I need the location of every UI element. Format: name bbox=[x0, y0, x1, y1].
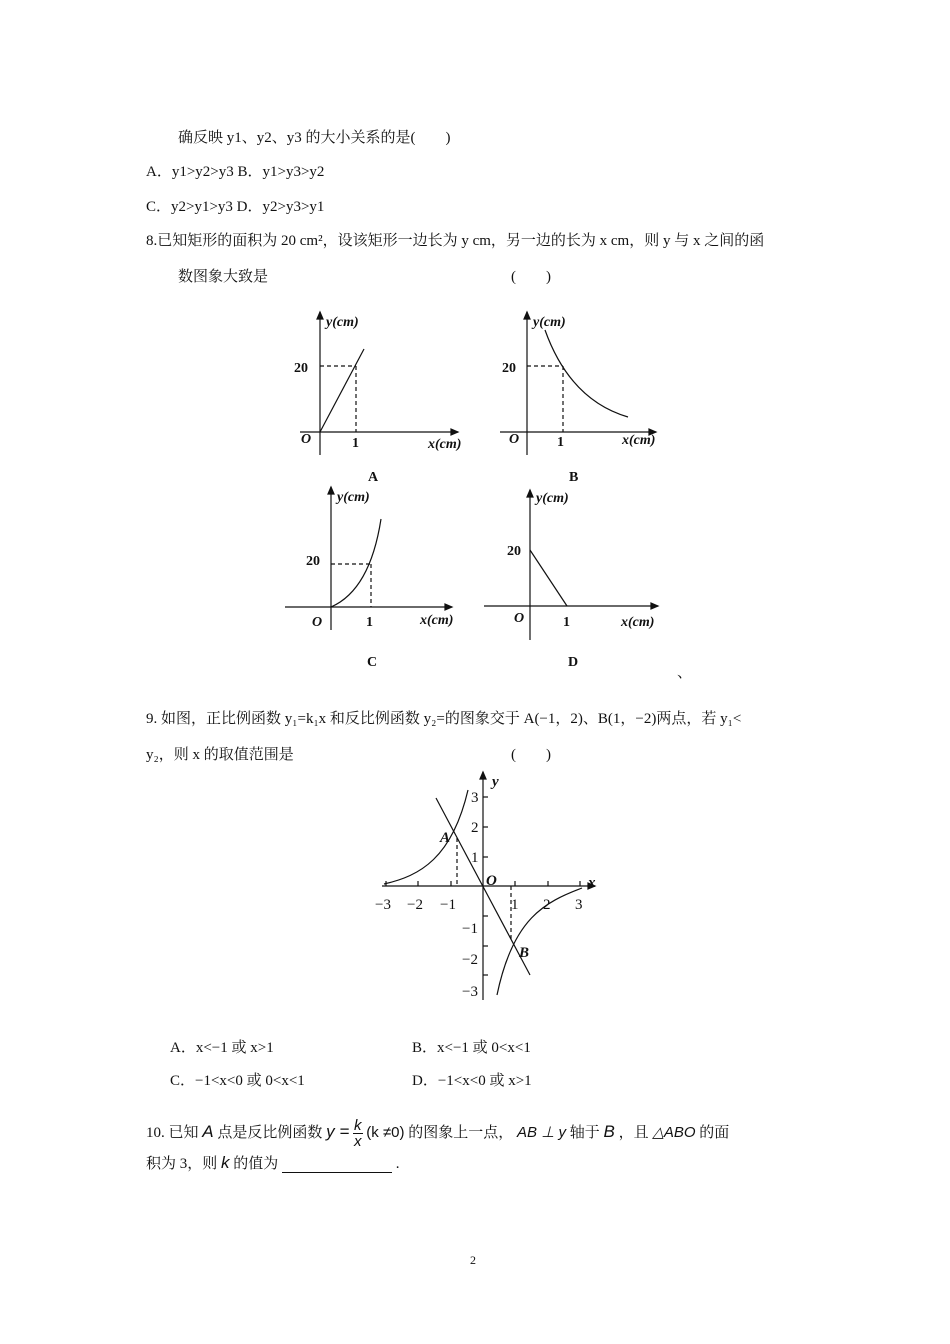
q9-option-d: D．−1<x<0 或 x>1 bbox=[412, 1073, 532, 1089]
q10-mid1: 点是反比例函数 bbox=[217, 1124, 323, 1141]
graph-b-ylabel: y(cm) bbox=[533, 315, 566, 330]
q10-frac-num: k bbox=[354, 1117, 362, 1134]
q10-mid2: 的图象上一点， bbox=[408, 1124, 514, 1141]
q10-line1 bbox=[146, 1118, 729, 1149]
q10-end: . bbox=[395, 1156, 400, 1172]
q10-prefix: 10. 已知 bbox=[146, 1124, 199, 1141]
q10-frac-den: x bbox=[354, 1133, 362, 1150]
q9-ytick-1: 1 bbox=[471, 850, 479, 866]
graph-c-ylabel: y(cm) bbox=[337, 490, 370, 505]
graph-b-xmark: 1 bbox=[557, 435, 564, 450]
q7-stem-continuation: 确反映 y1、y2、y3 的大小关系的是( ) bbox=[178, 130, 451, 146]
q9-ytick-2: 2 bbox=[471, 820, 479, 836]
q9-option-a: A．x<−1 或 x>1 bbox=[170, 1040, 274, 1056]
graph-c-xlabel: x(cm) bbox=[420, 613, 454, 628]
graph-d-xlabel: x(cm) bbox=[621, 615, 655, 630]
graph-d-xmark: 1 bbox=[563, 615, 570, 630]
graph-b-origin: O bbox=[509, 432, 520, 447]
q9-xtick-1: 1 bbox=[511, 897, 519, 913]
q9-point-a-label: A bbox=[440, 830, 451, 846]
q8-answer-paren: ( ) bbox=[511, 269, 551, 285]
q9-y-arrow bbox=[480, 772, 486, 779]
page-number: 2 bbox=[470, 1253, 476, 1267]
q7-options-cd: C．y2>y1>y3 D．y2>y3>y1 bbox=[146, 199, 325, 215]
graph-c-caption: C bbox=[367, 655, 378, 670]
q9-ytick-3: 3 bbox=[471, 790, 479, 806]
graph-c-origin: O bbox=[312, 615, 323, 630]
graph-d-origin: O bbox=[514, 611, 525, 626]
q9-point-b-label: B bbox=[519, 945, 530, 961]
graph-b-xlabel: x(cm) bbox=[622, 433, 656, 448]
graph-d-caption: D bbox=[568, 655, 579, 670]
stray-mark: 、 bbox=[677, 665, 693, 681]
graph-a-caption: A bbox=[368, 470, 379, 485]
q10-line2 bbox=[146, 1154, 400, 1173]
q10-perp: AB ⊥ y bbox=[517, 1123, 566, 1141]
q7-options-ab: A．y1>y2>y3 B．y1>y3>y2 bbox=[146, 164, 325, 180]
q9-xtick-3: 3 bbox=[575, 897, 583, 913]
q9-xtick-m2: −2 bbox=[407, 897, 423, 913]
q10-mid5: 的面 bbox=[699, 1124, 730, 1141]
q10-k: k bbox=[221, 1153, 230, 1172]
graph-b-ymark: 20 bbox=[502, 361, 516, 376]
graph-a-xmark: 1 bbox=[352, 436, 359, 451]
q10-fraction bbox=[353, 1118, 363, 1149]
q10-line2-b: 的值为 bbox=[233, 1156, 279, 1172]
q10-y-eq: y = bbox=[326, 1121, 350, 1141]
q9-ylabel: y bbox=[492, 774, 499, 790]
q9-hyperbola-left bbox=[384, 790, 468, 884]
q9-xlabel: x bbox=[588, 875, 596, 891]
q10-point-a: A bbox=[202, 1121, 214, 1141]
graph-d-ymark: 20 bbox=[507, 544, 521, 559]
q9-answer-paren: ( ) bbox=[511, 747, 551, 763]
graph-b-caption: B bbox=[569, 470, 579, 485]
q9-stem-line2: y₂，则 x 的取值范围是 bbox=[146, 747, 294, 763]
graph-a-origin: O bbox=[301, 432, 312, 447]
q8-stem-line1: 8.已知矩形的面积为 20 cm²，设该矩形一边长为 y cm，另一边的长为 x cm，则 y 与 x 之间的函 bbox=[146, 233, 765, 249]
q9-xtick-2: 2 bbox=[543, 897, 551, 913]
q10-point-b: B bbox=[603, 1121, 615, 1141]
graph-c-xmark: 1 bbox=[366, 615, 373, 630]
q9-option-c: C．−1<x<0 或 0<x<1 bbox=[170, 1073, 305, 1089]
q9-hyperbola-right bbox=[497, 888, 582, 995]
graph-c-ymark: 20 bbox=[306, 554, 320, 569]
q10-line2-a: 积为 3，则 bbox=[146, 1156, 218, 1172]
graph-a-xlabel: x(cm) bbox=[428, 437, 462, 452]
q9-ytick-m3: −3 bbox=[462, 984, 478, 1000]
q10-triangle: △ABO bbox=[652, 1123, 696, 1141]
q10-condition: (k ≠0) bbox=[366, 1123, 405, 1141]
q9-origin: O bbox=[486, 873, 497, 889]
q9-ytick-m2: −2 bbox=[462, 952, 478, 968]
q9-xtick-m1: −1 bbox=[440, 897, 456, 913]
q9-option-b: B．x<−1 或 0<x<1 bbox=[412, 1040, 531, 1056]
q10-mid3: 轴于 bbox=[569, 1124, 600, 1141]
q9-ytick-m1: −1 bbox=[462, 921, 478, 937]
q9-stem-line1: 9. 如图，正比例函数 y₁=k₁x 和反比例函数 y₂=的图象交于 A(−1，2)、B(1，−2)两点，若 y₁< bbox=[146, 711, 742, 727]
graph-a-ymark: 20 bbox=[294, 361, 308, 376]
graph-a-ylabel: y(cm) bbox=[326, 315, 359, 330]
q10-mid4: ，且 bbox=[618, 1124, 649, 1141]
q8-stem-line2: 数图象大致是 bbox=[178, 269, 269, 285]
graph-d-ylabel: y(cm) bbox=[536, 491, 569, 506]
q9-xtick-m3: −3 bbox=[375, 897, 391, 913]
q10-answer-blank[interactable] bbox=[282, 1158, 392, 1173]
